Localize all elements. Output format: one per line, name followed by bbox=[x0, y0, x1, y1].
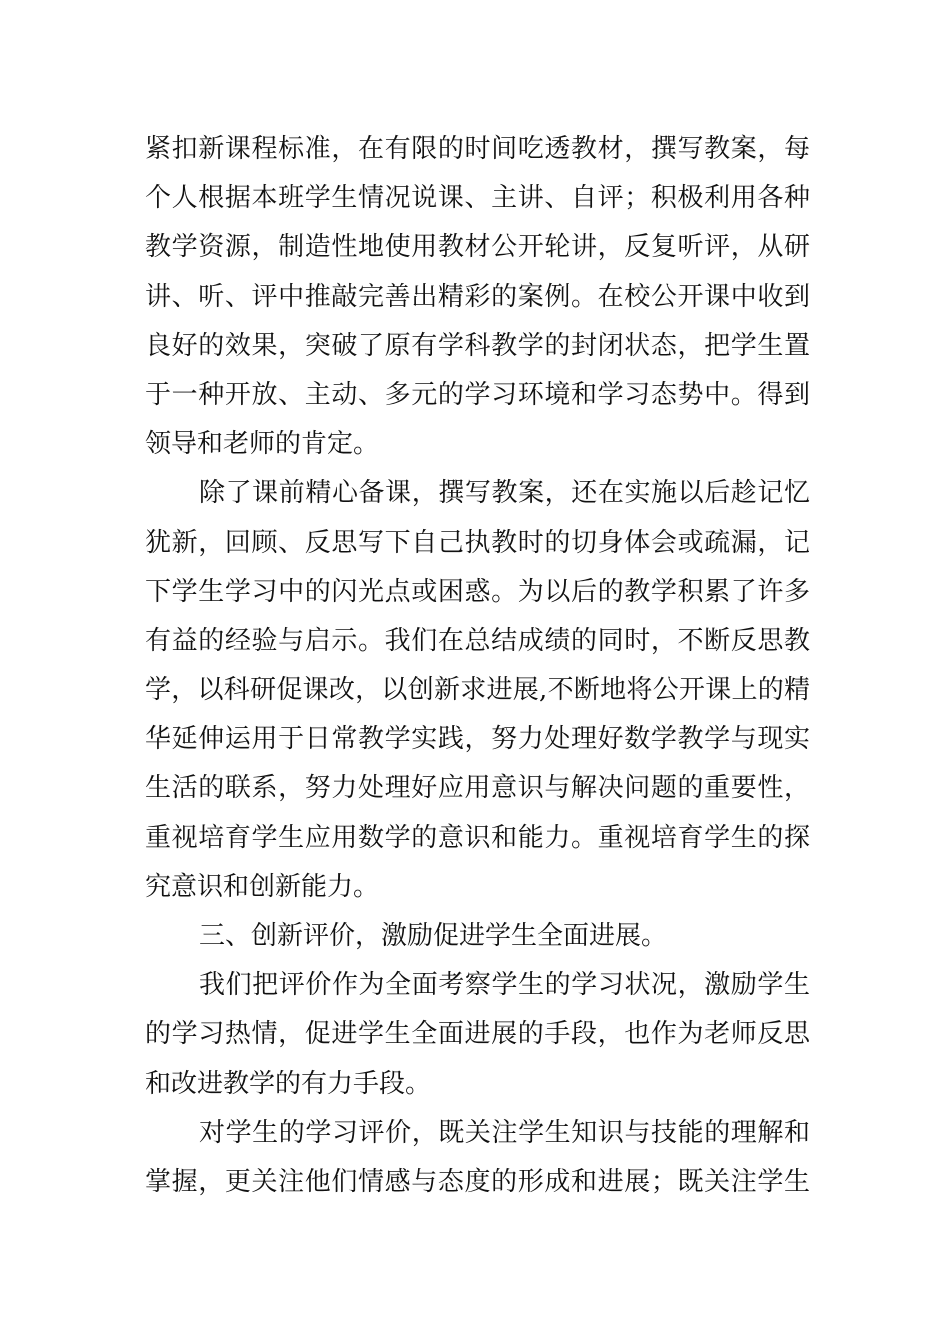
text-line: 犹新，回顾、反思写下自己执教时的切身体会或疏漏，记 bbox=[145, 527, 810, 558]
text-line: 紧扣新课程标准，在有限的时间吃透教材，撰写教案，每 bbox=[145, 134, 810, 164]
text-line: 华延伸运用于日常教学实践，努力处理好数学教学与现实 bbox=[145, 724, 810, 755]
paragraph-3 bbox=[145, 961, 810, 1109]
text-line: 的学习热情，促进学生全面进展的手段，也作为老师反思 bbox=[145, 1019, 810, 1050]
text-line: 学，以科研促课改，以创新求进展,不断地将公开课上的精 bbox=[145, 675, 810, 706]
section-heading bbox=[145, 912, 810, 961]
text-line: 于一种开放、主动、多元的学习环境和学习态势中。得到 bbox=[145, 379, 810, 410]
text-line: 领导和老师的肯定。 bbox=[145, 429, 380, 460]
document-page bbox=[145, 125, 810, 1207]
text-line: 和改进教学的有力手段。 bbox=[145, 1068, 432, 1099]
text-line: 下学生学习中的闪光点或困惑。为以后的教学积累了许多 bbox=[145, 576, 810, 607]
text-line: 三、创新评价，激励促进学生全面进展。 bbox=[199, 921, 668, 951]
text-line: 有益的经验与启示。我们在总结成绩的同时，不断反思教 bbox=[145, 625, 810, 656]
text-line: 良好的效果，突破了原有学科教学的封闭状态，把学生置 bbox=[145, 330, 810, 361]
text-line: 生活的联系，努力处理好应用意识与解决问题的重要性， bbox=[145, 773, 810, 804]
paragraph-4 bbox=[145, 1109, 810, 1207]
text-line: 教学资源，制造性地使用教材公开轮讲，反复听评，从研 bbox=[145, 232, 810, 263]
text-line: 除了课前精心备课，撰写教案，还在实施以后趁记忆 bbox=[199, 478, 810, 509]
paragraph-2 bbox=[145, 469, 810, 912]
paragraph-1 bbox=[145, 125, 810, 469]
text-line: 我们把评价作为全面考察学生的学习状况，激励学生 bbox=[199, 970, 810, 1001]
text-line: 究意识和创新能力。 bbox=[145, 871, 380, 902]
text-line: 掌握，更关注他们情感与态度的形成和进展；既关注学生 bbox=[145, 1166, 810, 1197]
text-line: 讲、听、评中推敲完善出精彩的案例。在校公开课中收到 bbox=[145, 281, 810, 312]
text-line: 对学生的学习评价，既关注学生知识与技能的理解和 bbox=[199, 1117, 810, 1148]
text-line: 重视培育学生应用数学的意识和能力。重视培育学生的探 bbox=[145, 822, 810, 853]
text-line: 个人根据本班学生情况说课、主讲、自评；积极利用各种 bbox=[145, 183, 810, 214]
